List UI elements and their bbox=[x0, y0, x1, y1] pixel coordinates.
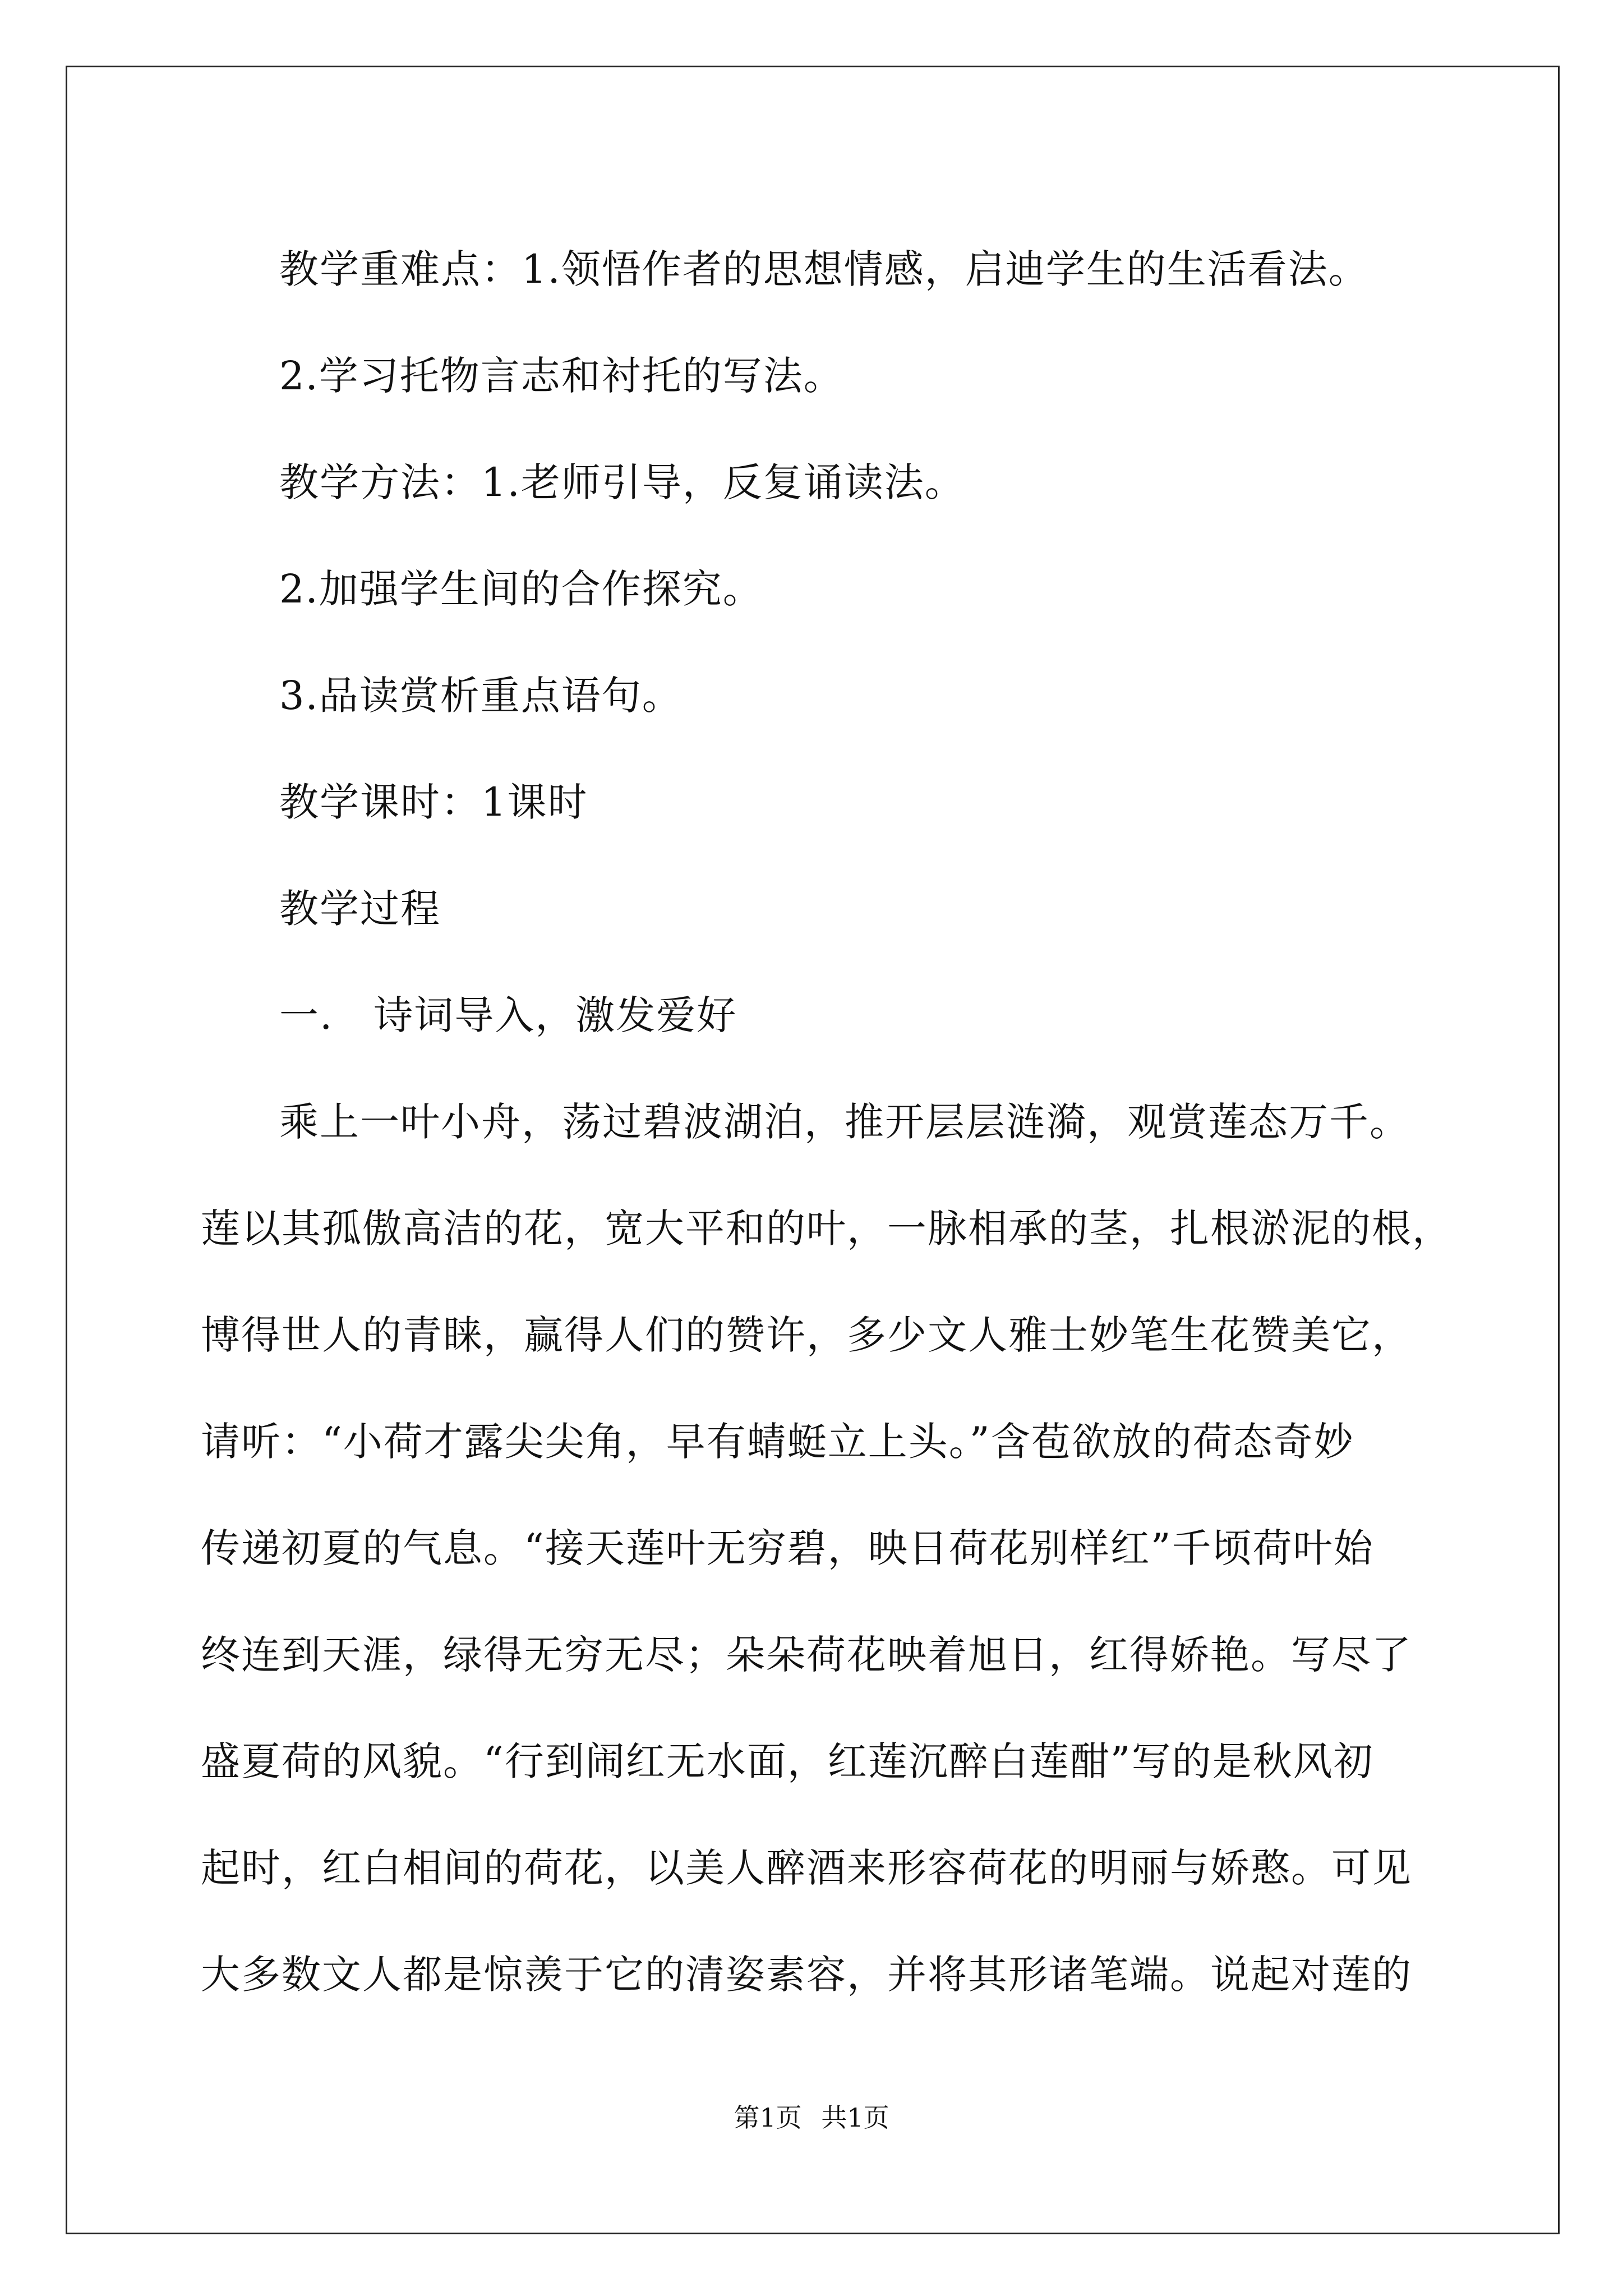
paragraph-process-heading: 教学过程 bbox=[279, 886, 441, 932]
page-total: 共1页 bbox=[821, 2102, 889, 2133]
page-footer bbox=[0, 2101, 1623, 2134]
body-line: 乘上一叶小舟，荡过碧波湖泊，推开层层涟漪，观赏莲态万千。 bbox=[279, 1099, 1410, 1145]
body-line: 大多数文人都是惊羡于它的清姿素容，并将其形诸笔端。说起对莲的 bbox=[201, 1952, 1412, 1998]
body-line: 博得世人的青睐，赢得人们的赞许，多少文人雅士妙笔生花赞美它， bbox=[201, 1312, 1412, 1358]
body-line: 起时，红白相间的荷花，以美人醉酒来形容荷花的明丽与娇憨。可见 bbox=[201, 1845, 1412, 1891]
page-number: 第1页 bbox=[734, 2102, 802, 2133]
body-paragraph-lotus bbox=[201, 1069, 1474, 2028]
body-line: 莲以其孤傲高洁的花，宽大平和的叶，一脉相承的茎，扎根淤泥的根， bbox=[201, 1205, 1453, 1251]
paragraph-methods-3: 3.品读赏析重点语句。 bbox=[279, 673, 683, 719]
body-line: 盛夏荷的风貌。“行到闹红无水面，红莲沉醉白莲酣”写的是秋风初 bbox=[201, 1738, 1374, 1784]
paragraph-key-points-2: 2.学习托物言志和衬托的写法。 bbox=[279, 353, 844, 399]
body-line: 请听：“小荷才露尖尖角，早有蜻蜓立上头。”含苞欲放的荷态奇妙 bbox=[201, 1419, 1354, 1465]
paragraph-methods: 教学方法：1.老师引导，反复诵读法。 bbox=[279, 459, 965, 505]
paragraph-key-points: 教学重难点：1.领悟作者的思想情感，启迪学生的生活看法。 bbox=[279, 246, 1369, 292]
paragraph-section-one-heading: 一. 诗词导入，激发爱好 bbox=[279, 992, 737, 1038]
body-line: 传递初夏的气息。“接天莲叶无穷碧，映日荷花别样红”千顷荷叶始 bbox=[201, 1525, 1374, 1571]
paragraph-class-hours: 教学课时：1课时 bbox=[279, 779, 588, 825]
document-body bbox=[201, 216, 1474, 2028]
paragraph-methods-2: 2.加强学生间的合作探究。 bbox=[279, 566, 763, 612]
body-line: 终连到天涯，绿得无穷无尽；朵朵荷花映着旭日，红得娇艳。写尽了 bbox=[201, 1632, 1412, 1678]
